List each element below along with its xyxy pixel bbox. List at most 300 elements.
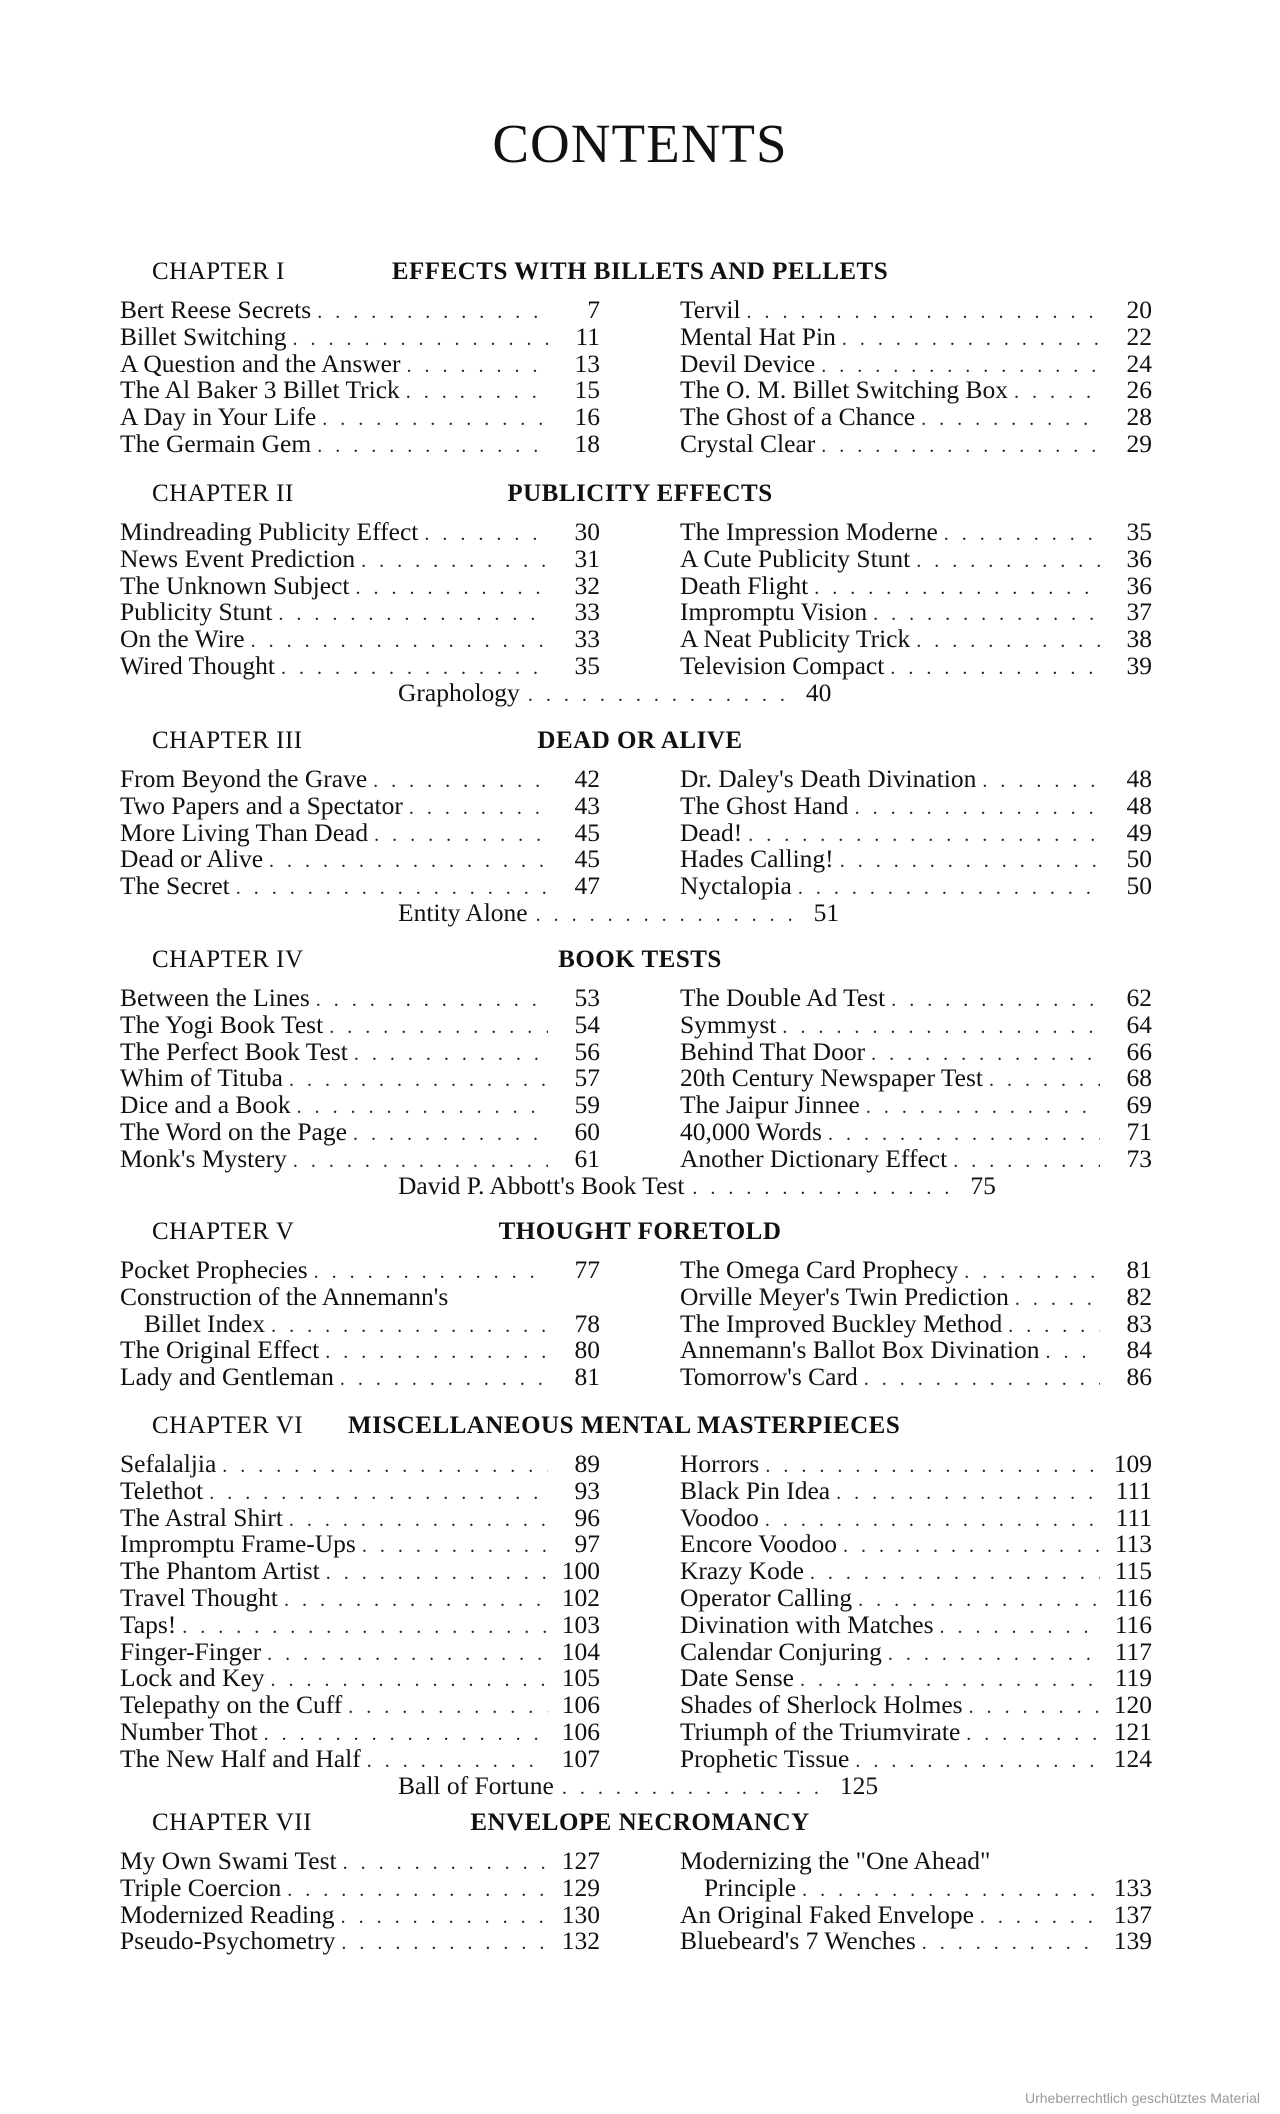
- entry-title: The Perfect Book Test: [120, 1036, 348, 1066]
- chapter-number: CHAPTER V: [152, 1218, 295, 1245]
- entry-page: 56: [574, 1036, 600, 1066]
- entry-page: 69: [1126, 1090, 1152, 1120]
- entry-title: Between the Lines: [120, 983, 310, 1012]
- entry-title: Triumph of the Triumvirate: [680, 1717, 961, 1746]
- leader-dots: [821, 433, 1100, 460]
- toc-entry: [120, 1283, 600, 1310]
- entry-page: 48: [1126, 764, 1152, 793]
- entry-title: Pocket Prophecies: [120, 1255, 308, 1284]
- toc-entry: [120, 1611, 600, 1638]
- toc-entry: [120, 430, 600, 457]
- entry-title: Modernizing the "One Ahead": [680, 1846, 991, 1875]
- toc-entry: [120, 1336, 600, 1363]
- entry-page: 130: [561, 1899, 600, 1929]
- entry-page: 24: [1126, 348, 1152, 378]
- entry-page: 18: [574, 429, 600, 458]
- entry-page: 105: [561, 1663, 600, 1693]
- entry-title: Symmyst: [680, 1009, 777, 1039]
- toc-entry: [120, 1901, 600, 1928]
- toc-entry: [120, 1145, 600, 1172]
- entry-title: 20th Century Newspaper Test: [680, 1063, 983, 1093]
- toc-entry: [120, 845, 600, 872]
- entry-page: 20: [1126, 295, 1152, 324]
- entry-page: 64: [1126, 1009, 1152, 1039]
- entry-title: The Unknown Subject: [120, 570, 350, 600]
- toc-entry: [120, 1927, 600, 1954]
- toc-entry: [680, 1504, 1152, 1531]
- entry-page: 73: [1126, 1143, 1152, 1173]
- entry-page: 107: [561, 1743, 600, 1773]
- entry-title: Publicity Stunt: [120, 597, 273, 627]
- toc-entry: [120, 1530, 600, 1557]
- entry-page: 80: [574, 1335, 600, 1365]
- entry-title: Calendar Conjuring: [680, 1636, 882, 1666]
- entry-title: The New Half and Half: [120, 1743, 361, 1773]
- entry-title: Orville Meyer's Twin Prediction: [680, 1281, 1009, 1311]
- toc-entry: [120, 1064, 600, 1091]
- entry-title: Entity Alone: [398, 898, 528, 927]
- entry-title: Impromptu Frame-Ups: [120, 1529, 356, 1559]
- entry-title: Bert Reese Secrets: [120, 295, 312, 324]
- entry-page: 132: [561, 1926, 600, 1956]
- entry-page: 82: [1126, 1281, 1152, 1311]
- entry-page: 102: [561, 1583, 600, 1612]
- leader-dots: [317, 433, 548, 460]
- entry-title: Ball of Fortune: [398, 1770, 554, 1800]
- entry-page: 42: [574, 764, 600, 793]
- entry-page: 45: [574, 844, 600, 874]
- leader-dots: [562, 1775, 832, 1802]
- entry-page: 16: [574, 402, 600, 432]
- entry-page: 137: [1113, 1899, 1152, 1929]
- entry-page: 51: [813, 898, 840, 927]
- entry-title: Mental Hat Pin: [680, 321, 836, 351]
- toc-entry: [680, 1256, 1152, 1283]
- toc-entry: [680, 403, 1152, 430]
- entry-page: 66: [1126, 1036, 1152, 1066]
- entry-title: Krazy Kode: [680, 1556, 804, 1586]
- entry-title: My Own Swami Test: [120, 1846, 337, 1875]
- toc-center-entry: [398, 1172, 996, 1202]
- toc-entry: [120, 1718, 600, 1745]
- entry-page: 111: [1115, 1502, 1152, 1532]
- entry-page: 84: [1126, 1335, 1152, 1365]
- toc-entry: [120, 1638, 600, 1665]
- entry-page: 7: [587, 295, 600, 324]
- toc-entry: [680, 819, 1152, 846]
- entry-page: 133: [1113, 1872, 1152, 1902]
- entry-page: 115: [1114, 1556, 1152, 1586]
- entry-title: Principle: [704, 1872, 797, 1902]
- entry-page: 35: [574, 651, 600, 680]
- entry-page: 116: [1114, 1609, 1152, 1639]
- toc-entry: [680, 1450, 1152, 1477]
- toc-entry: [680, 1118, 1152, 1145]
- entry-page: 38: [1126, 624, 1152, 654]
- toc-center-entry: [398, 899, 839, 929]
- toc-entry: [680, 1638, 1152, 1665]
- entry-page: 86: [1126, 1362, 1152, 1392]
- toc-entry: [120, 545, 600, 572]
- entry-page: 109: [1113, 1449, 1152, 1478]
- toc-entry: [120, 1118, 600, 1145]
- entry-title: Mindreading Publicity Effect: [120, 517, 419, 546]
- entry-title: The Germain Gem: [120, 429, 312, 458]
- toc-entry: [120, 792, 600, 819]
- entry-title: Graphology: [398, 677, 520, 707]
- entry-title: The Jaipur Jinnee: [680, 1090, 860, 1120]
- entry-title: Operator Calling: [680, 1583, 853, 1612]
- entry-title: Death Flight: [680, 570, 809, 600]
- entry-title: Dead!: [680, 817, 743, 847]
- toc-entry: [680, 1336, 1152, 1363]
- entry-page: 113: [1114, 1529, 1152, 1559]
- entry-title: The Original Effect: [120, 1335, 320, 1365]
- entry-title: An Original Faked Envelope: [680, 1899, 974, 1929]
- toc-entry: [680, 1584, 1152, 1611]
- entry-page: 43: [574, 790, 600, 820]
- toc-entry: [120, 872, 600, 899]
- entry-page: 26: [1126, 375, 1152, 405]
- entry-title: Taps!: [120, 1609, 177, 1639]
- entry-title: Number Thot: [120, 1717, 258, 1746]
- entry-page: 81: [1126, 1255, 1152, 1284]
- entry-title: 40,000 Words: [680, 1117, 822, 1146]
- entry-title: Nyctalopia: [680, 871, 792, 901]
- entry-page: 22: [1126, 321, 1152, 351]
- entry-page: 11: [575, 321, 600, 351]
- leader-dots: [864, 1366, 1100, 1393]
- entry-title: The Yogi Book Test: [120, 1009, 324, 1039]
- toc-entry: [680, 845, 1152, 872]
- entry-title: On the Wire: [120, 624, 245, 654]
- leader-dots: [798, 875, 1100, 902]
- entry-page: 89: [574, 1449, 600, 1478]
- toc-entry: [680, 1664, 1152, 1691]
- entry-title: The Omega Card Prophecy: [680, 1255, 959, 1284]
- entry-page: 93: [574, 1475, 600, 1505]
- entry-title: The Phantom Artist: [120, 1556, 320, 1586]
- entry-title: Travel Thought: [120, 1583, 278, 1612]
- toc-entry: [120, 403, 600, 430]
- entry-title: More Living Than Dead: [120, 817, 369, 847]
- entry-page: 81: [574, 1362, 600, 1392]
- entry-title: A Day in Your Life: [120, 402, 317, 432]
- entry-title: Date Sense: [680, 1663, 795, 1693]
- toc-entry: [680, 518, 1152, 545]
- chapter-number: CHAPTER II: [152, 480, 294, 507]
- toc-entry: [120, 323, 600, 350]
- entry-title: Tomorrow's Card: [680, 1362, 858, 1392]
- entry-title: The Al Baker 3 Billet Trick: [120, 375, 400, 405]
- chapter-number: CHAPTER VII: [152, 1809, 312, 1836]
- toc-entry: [120, 652, 600, 679]
- toc-entry: [680, 1145, 1152, 1172]
- toc-entry: [680, 1477, 1152, 1504]
- toc-entry: [680, 1611, 1152, 1638]
- toc-entry: [680, 296, 1152, 323]
- entry-title: The Ghost Hand: [680, 790, 849, 820]
- entry-title: Sefalaljia: [120, 1449, 217, 1478]
- toc-entry: [120, 296, 600, 323]
- chapter-number: CHAPTER VI: [152, 1412, 304, 1439]
- entry-title: Bluebeard's 7 Wenches: [680, 1926, 916, 1956]
- entry-page: 127: [561, 1846, 600, 1875]
- entry-title: Lock and Key: [120, 1663, 265, 1693]
- toc-entry: [680, 792, 1152, 819]
- toc-entry: [120, 350, 600, 377]
- entry-page: 75: [970, 1170, 996, 1200]
- entry-title: David P. Abbott's Book Test: [398, 1170, 685, 1200]
- entry-title: News Event Prediction: [120, 543, 356, 573]
- entry-title: The Astral Shirt: [120, 1502, 283, 1532]
- entry-page: 129: [561, 1872, 600, 1902]
- entry-page: 60: [574, 1117, 600, 1146]
- entry-page: 96: [574, 1502, 600, 1532]
- entry-page: 119: [1114, 1663, 1152, 1693]
- toc-entry: [120, 1584, 600, 1611]
- entry-page: 77: [574, 1255, 600, 1284]
- entry-page: 49: [1126, 817, 1152, 847]
- toc-entry: [680, 1310, 1152, 1337]
- entry-title: Telethot: [120, 1475, 204, 1505]
- toc-entry: [120, 1011, 600, 1038]
- entry-page: 36: [1126, 543, 1152, 573]
- entry-page: 35: [1126, 517, 1152, 546]
- toc-entry: [120, 1256, 600, 1283]
- toc-entry: [120, 598, 600, 625]
- toc-entry: [120, 1847, 600, 1874]
- entry-title: The Secret: [120, 871, 230, 901]
- entry-title: Wired Thought: [120, 651, 276, 680]
- leader-dots: [340, 1366, 548, 1393]
- entry-title: Modernized Reading: [120, 1899, 335, 1929]
- entry-page: 61: [574, 1143, 600, 1173]
- entry-page: 100: [561, 1556, 600, 1586]
- entry-page: 59: [574, 1090, 600, 1120]
- entry-title: Another Dictionary Effect: [680, 1143, 948, 1173]
- entry-page: 15: [574, 375, 600, 405]
- toc-entry: [120, 572, 600, 599]
- toc-entry: [120, 1664, 600, 1691]
- toc-entry: [120, 625, 600, 652]
- entry-page: 33: [574, 597, 600, 627]
- toc-entry: [680, 598, 1152, 625]
- entry-title: Pseudo-Psychometry: [120, 1926, 336, 1956]
- toc-entry: [680, 376, 1152, 403]
- toc-entry: [680, 765, 1152, 792]
- chapter-number: CHAPTER IV: [152, 946, 304, 973]
- toc-entry: [680, 430, 1152, 457]
- entry-page: 54: [574, 1009, 600, 1039]
- entry-title: Horrors: [680, 1449, 760, 1478]
- entry-title: Black Pin Idea: [680, 1475, 831, 1505]
- entry-title: Triple Coercion: [120, 1872, 282, 1902]
- entry-page: 83: [1126, 1308, 1152, 1338]
- leader-dots: [855, 1748, 1100, 1775]
- entry-page: 50: [1126, 871, 1152, 901]
- toc-entry: [680, 1283, 1152, 1310]
- entry-title: Divination with Matches: [680, 1609, 934, 1639]
- entry-page: 40: [805, 677, 832, 707]
- entry-title: Hades Calling!: [680, 844, 834, 874]
- entry-page: 103: [561, 1609, 600, 1639]
- entry-title: From Beyond the Grave: [120, 764, 368, 793]
- entry-title: Telepathy on the Cuff: [120, 1690, 343, 1720]
- toc-entry: [120, 1745, 600, 1772]
- entry-title: Dr. Daley's Death Divination: [680, 764, 977, 793]
- entry-page: 121: [1113, 1717, 1152, 1746]
- toc-entry: [680, 1901, 1152, 1928]
- toc-center-entry: [398, 1772, 878, 1802]
- entry-page: 29: [1126, 429, 1152, 458]
- entry-page: 78: [574, 1308, 600, 1338]
- entry-page: 139: [1113, 1926, 1152, 1956]
- entry-page: 57: [574, 1063, 600, 1093]
- entry-page: 13: [574, 348, 600, 378]
- entry-page: 68: [1126, 1063, 1152, 1093]
- entry-page: 37: [1126, 597, 1152, 627]
- entry-title: Television Compact: [680, 651, 885, 680]
- toc-entry: [680, 1363, 1152, 1390]
- entry-title: Prophetic Tissue: [680, 1743, 850, 1773]
- leader-dots: [536, 902, 806, 929]
- toc-entry: [120, 1450, 600, 1477]
- toc-entry: [680, 625, 1152, 652]
- entry-title: Lady and Gentleman: [120, 1362, 334, 1392]
- chapter-title: ENVELOPE NECROMANCY: [470, 1809, 810, 1836]
- toc-entry: [680, 1691, 1152, 1718]
- chapter-title: EFFECTS WITH BILLETS AND PELLETS: [391, 258, 889, 285]
- entry-page: 106: [561, 1717, 600, 1746]
- entry-page: 45: [574, 817, 600, 847]
- toc-entry: [680, 572, 1152, 599]
- entry-title: Shades of Sherlock Holmes: [680, 1690, 963, 1720]
- toc-entry: [120, 1691, 600, 1718]
- toc-entry: [704, 1874, 1152, 1901]
- toc-entry: [680, 545, 1152, 572]
- toc-entry: [120, 1091, 600, 1118]
- toc-entry: [680, 1530, 1152, 1557]
- toc-entry: [120, 1504, 600, 1531]
- entry-title: Whim of Tituba: [120, 1063, 283, 1093]
- toc-entry: [120, 765, 600, 792]
- toc-entry: [680, 1557, 1152, 1584]
- entry-page: 71: [1126, 1117, 1152, 1146]
- toc-entry: [120, 1363, 600, 1390]
- toc-entry: [680, 350, 1152, 377]
- entry-title: Devil Device: [680, 348, 816, 378]
- leader-dots: [528, 682, 798, 709]
- entry-page: 124: [1113, 1743, 1152, 1773]
- entry-title: Voodoo: [680, 1502, 759, 1532]
- entry-page: 32: [574, 570, 600, 600]
- entry-title: Behind That Door: [680, 1036, 866, 1066]
- entry-title: Finger-Finger: [120, 1636, 262, 1666]
- entry-title: Construction of the Annemann's: [120, 1281, 449, 1311]
- entry-page: 106: [561, 1690, 600, 1720]
- toc-entry: [680, 1745, 1152, 1772]
- entry-page: 47: [574, 871, 600, 901]
- entry-page: 120: [1113, 1690, 1152, 1720]
- entry-title: Impromptu Vision: [680, 597, 868, 627]
- entry-title: Tervil: [680, 295, 741, 324]
- toc-entry: [680, 872, 1152, 899]
- entry-page: 53: [574, 983, 600, 1012]
- toc-entry: [120, 1557, 600, 1584]
- toc-entry: [680, 1091, 1152, 1118]
- page-title: CONTENTS: [492, 113, 788, 174]
- toc-entry: [680, 1064, 1152, 1091]
- toc-entry: [120, 1038, 600, 1065]
- entry-page: 48: [1126, 790, 1152, 820]
- toc-entry: [120, 1874, 600, 1901]
- toc-entry: [120, 1477, 600, 1504]
- entry-page: 111: [1115, 1475, 1152, 1505]
- toc-entry: [680, 1847, 1152, 1874]
- entry-page: 50: [1126, 844, 1152, 874]
- leader-dots: [341, 1930, 548, 1957]
- toc-entry: [680, 1927, 1152, 1954]
- entry-title: The Impression Moderne: [680, 517, 938, 546]
- chapter-title: THOUGHT FORETOLD: [498, 1218, 782, 1245]
- entry-title: Billet Switching: [120, 321, 287, 351]
- entry-title: Billet Index: [144, 1308, 266, 1338]
- entry-page: 31: [574, 543, 600, 573]
- toc-entry: [680, 1038, 1152, 1065]
- toc-entry: [144, 1310, 600, 1337]
- toc-entry: [680, 652, 1152, 679]
- entry-page: 28: [1126, 402, 1152, 432]
- entry-page: 30: [574, 517, 600, 546]
- entry-page: 33: [574, 624, 600, 654]
- entry-title: Annemann's Ballot Box Divination: [680, 1335, 1040, 1365]
- toc-entry: [120, 819, 600, 846]
- chapter-title: PUBLICITY EFFECTS: [507, 480, 773, 507]
- leader-dots: [890, 655, 1100, 682]
- entry-title: The Improved Buckley Method: [680, 1308, 1003, 1338]
- entry-title: Dice and a Book: [120, 1090, 291, 1120]
- chapter-number: CHAPTER III: [152, 727, 303, 754]
- chapter-number: CHAPTER I: [152, 258, 285, 285]
- entry-page: 62: [1126, 983, 1152, 1012]
- chapter-title: DEAD OR ALIVE: [537, 727, 743, 754]
- toc-entry: [680, 1718, 1152, 1745]
- entry-title: The O. M. Billet Switching Box: [680, 375, 1008, 405]
- toc-entry: [120, 518, 600, 545]
- entry-page: 125: [839, 1770, 879, 1800]
- entry-title: A Neat Publicity Trick: [680, 624, 911, 654]
- entry-title: The Word on the Page: [120, 1117, 347, 1146]
- entry-title: Monk's Mystery: [120, 1143, 287, 1173]
- entry-page: 39: [1126, 651, 1152, 680]
- toc-entry: [680, 1011, 1152, 1038]
- toc-entry: [120, 376, 600, 403]
- entry-page: 117: [1114, 1636, 1152, 1666]
- entry-title: Dead or Alive: [120, 844, 264, 874]
- entry-title: A Cute Publicity Stunt: [680, 543, 911, 573]
- entry-title: The Double Ad Test: [680, 983, 886, 1012]
- chapter-title: BOOK TESTS: [558, 946, 722, 973]
- entry-title: Encore Voodoo: [680, 1529, 837, 1559]
- leader-dots: [692, 1175, 962, 1202]
- entry-page: 36: [1126, 570, 1152, 600]
- entry-page: 97: [574, 1529, 600, 1559]
- entry-page: 116: [1114, 1583, 1152, 1612]
- entry-title: The Ghost of a Chance: [680, 402, 916, 432]
- chapter-title: MISCELLANEOUS MENTAL MASTERPIECES: [348, 1412, 901, 1439]
- entry-title: Crystal Clear: [680, 429, 816, 458]
